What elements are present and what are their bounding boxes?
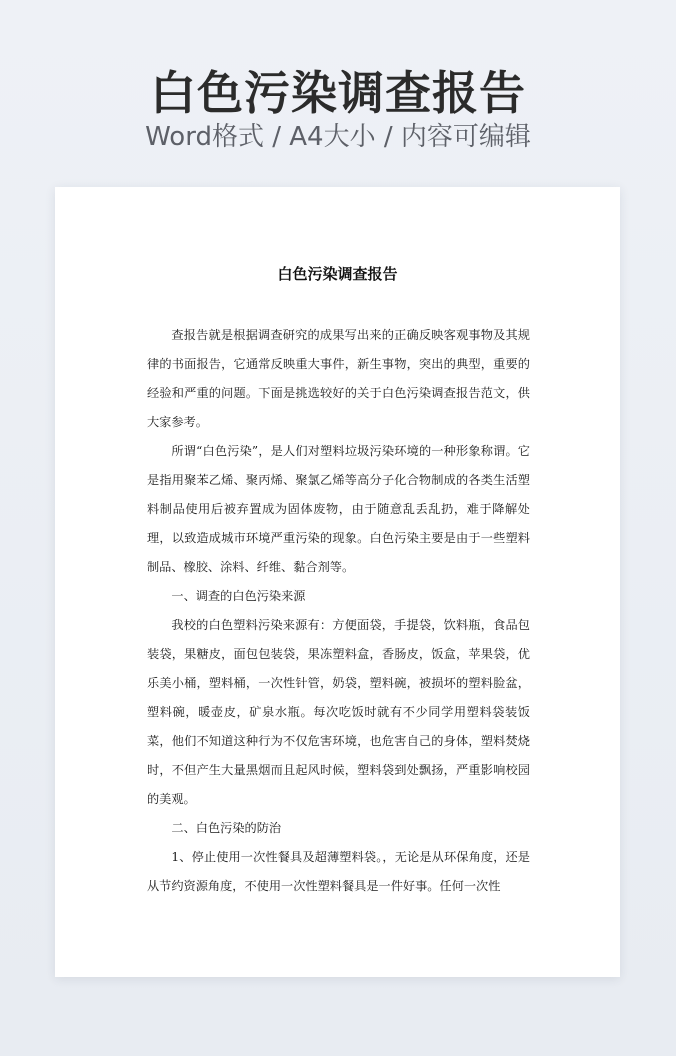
banner-title: 白色污染调查报告 xyxy=(150,66,526,120)
sources-paragraph: 我校的白色塑料污染来源有：方便面袋，手提袋，饮料瓶，食品包装袋，果糖皮，面包包装袋，果冻塑料盒，香肠皮，饭盒，苹果袋，优乐美小桶，塑料桶，一次性针管，奶袋，塑料碗，被损坏的塑料脸盆，塑料碗，暖壶皮，矿泉水瓶。每次吃饭时就有不少同学用塑料袋装饭菜，他们不知道这种行为不仅危害环境，也危害自己的身体，塑料焚烧时，不但产生大量黑烟而且起风时候，塑料袋到处飘扬，严重影响校园的美观。 xyxy=(147,618,530,806)
section-heading-prevention: 二、白色污染的防治 xyxy=(171,821,282,835)
document-title: 白色污染调查报告 xyxy=(277,265,398,283)
banner-subtitle: Word格式 / A4大小 / 内容可编辑 xyxy=(145,122,531,152)
document-page xyxy=(55,187,620,977)
prevention-paragraph: 1、停止使用一次性餐具及超薄塑料袋。，无论是从环保角度，还是从节约资源角度，不使用一次性塑料餐具是一件好事。任何一次性 xyxy=(147,850,530,893)
definition-paragraph: 所谓“白色污染”，是人们对塑料垃圾污染环境的一种形象称谓。它是指用聚苯乙烯、聚丙烯、聚氯乙烯等高分子化合物制成的各类生活塑料制品使用后被弃置成为固体废物，由于随意乱丢乱扔，难于降解处理，以致造成城市环境严重污染的现象。白色污染主要是由于一些塑料制品、橡胶、涂料、纤维、黏合剂等。 xyxy=(147,444,530,574)
intro-paragraph: 查报告就是根据调查研究的成果写出来的正确反映客观事物及其规律的书面报告，它通常反映重大事件，新生事物，突出的典型，重要的经验和严重的问题。下面是挑选较好的关于白色污染调查报告范文，供大家参考。 xyxy=(147,328,530,429)
section-heading-sources: 一、调查的白色污染来源 xyxy=(171,589,306,603)
document-body xyxy=(147,321,530,901)
